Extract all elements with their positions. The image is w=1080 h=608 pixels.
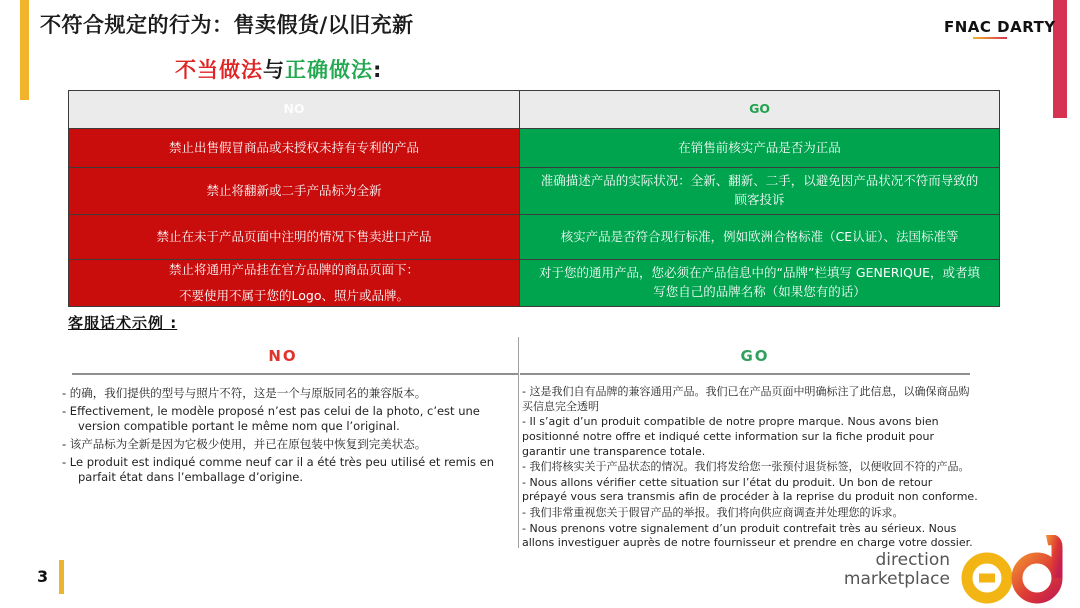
table-cell-no [69,260,520,306]
list-item: - 我们将核实关于产品状态的情况。我们将发给您一张预付退货标签，以便收回不符的产品。 [522,460,970,474]
list-item: - 该产品标为全新是因为它极少使用，并已在原包装中恢复到完美状态。 [62,436,427,451]
table-cell-no: 禁止在未于产品页面中注明的情况下售卖进口产品 [69,215,520,259]
fnac-darty-logo-underline [973,37,1007,39]
subtitle-and: 与 [263,58,285,82]
table-row [69,259,999,306]
list-item: - Effectivement, le modèle proposé n’est pas celui de la photo, c’est une version compatible portant le même nom que l’original. [62,403,480,433]
subtitle-bad: 不当做法 [175,58,263,82]
table-cell-go: 核实产品是否符合现行标准，例如欧洲合格标准（CE认证）、法国标准等 [520,215,999,259]
table-row [69,167,999,214]
accent-bar-yellow [20,0,29,100]
subtitle [175,54,382,84]
direction-marketplace-wordmark [790,551,950,589]
list-item: - 我们非常重视您关于假冒产品的举报。我们将向供应商调查并处理您的诉求。 [522,506,904,519]
table-cell-no: 禁止将翻新或二手产品标为全新 [69,168,520,214]
list-item: - 的确，我们提供的型号与照片不符，这是一个与原版同名的兼容版本。 [62,386,427,400]
scripts-no-list [62,386,514,488]
logo-word-marketplace: marketplace [843,569,950,590]
list-item: - Nous allons vérifier cette situation sur l’état du produit. Un bon de retour prépayé vous sera transmis afin de procéder à la reprise du produit non conforme. [522,475,978,504]
table-header-row [69,91,999,128]
scripts-go-label: GO [740,347,770,365]
subtitle-colon: : [373,58,383,82]
table-row [69,214,999,259]
section-title-scripts: 客服话术示例 : [68,314,178,332]
list-item: - Nous prenons votre signalement d’un produit contrefait très au sérieux. Nous allons investiguer auprès de notre fournisseur et prendre en charge votre dossier. [522,521,973,550]
no-go-table [68,90,1000,307]
page-title: 不符合规定的行为：售卖假货/以旧充新 [40,13,414,37]
table-cell-no-line1: 禁止将通用产品挂在官方品牌的商品页面下： [169,261,420,277]
divider-under-go [520,373,970,375]
table-header-go: GO [749,101,770,117]
table-cell-go: 在销售前核实产品是否为正品 [520,129,999,167]
list-item: - Le produit est indiqué comme neuf car il a été très peu utilisé et remis en parfait état dans l’emballage d’origine. [62,454,495,484]
table-cell-no: 禁止出售假冒商品或未授权未持有专利的产品 [69,129,520,167]
direction-marketplace-logo-icon [948,535,1078,605]
table-header-no: NO [69,91,520,128]
table-cell-go: 对于您的通用产品，您必须在产品信息中的“品牌”栏填写 GENERIQUE，或者填写您自己的品牌名称（如果您有的话） [520,260,999,306]
table-cell-no-line2: 不要使用不属于您的Logo、照片或品牌。 [179,287,410,303]
scripts-go-list [522,385,980,552]
table-cell-go: 准确描述产品的实际状况：全新、翻新、二手，以避免因产品状况不符而导致的顾客投诉 [520,168,999,214]
page-number: 3 [37,567,49,586]
list-item: - Il s’agit d’un produit compatible de notre propre marque. Nous avons bien positionné notre offre et indiqué cette information sur la fiche produit pour garantir une transparence totale. [522,415,939,458]
scripts-no-label: NO [268,347,298,365]
divider-under-no [72,373,518,375]
table-row [69,128,999,167]
page-number-accent-bar [59,560,64,594]
subtitle-good: 正确做法 [285,58,373,82]
column-divider [518,337,519,548]
fnac-darty-logo: FNAC DARTY [944,18,1056,36]
list-item: - 这是我们自有品牌的兼容通用产品。我们已在产品页面中明确标注了此信息，以确保商品购买信息完全透明 [522,385,970,413]
logo-word-direction: direction [875,550,950,570]
